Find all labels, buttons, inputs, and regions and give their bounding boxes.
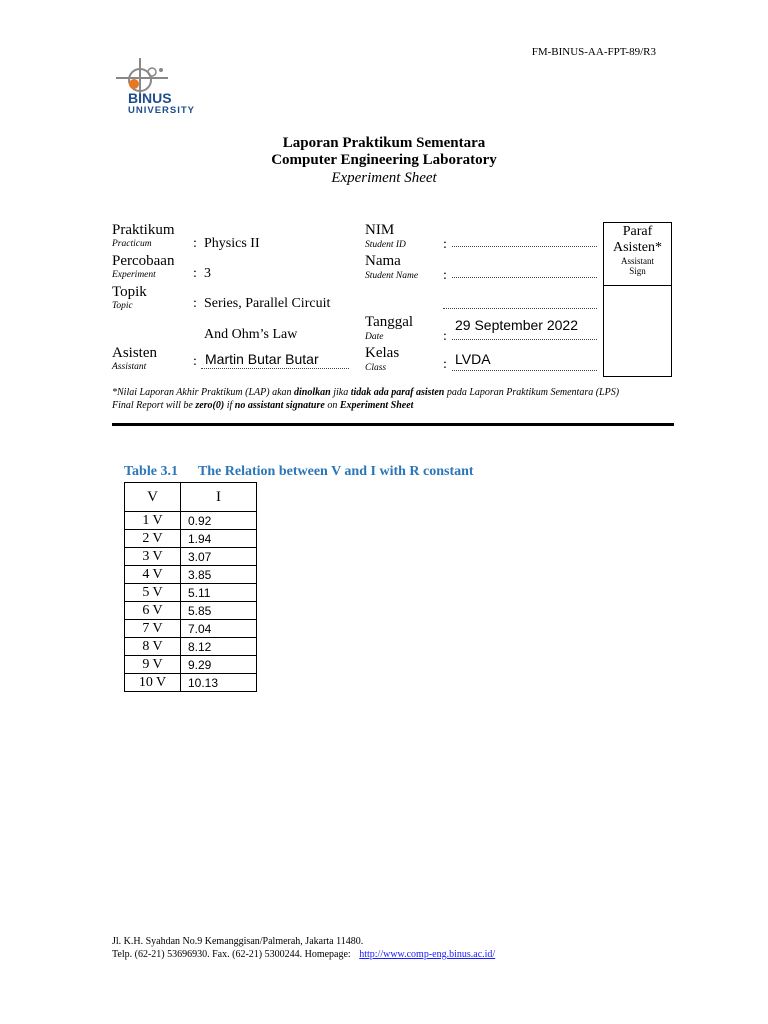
paraf-sub1: Assistant — [620, 256, 654, 266]
divider-rule — [112, 423, 674, 426]
paraf-sign-area[interactable] — [604, 286, 671, 376]
footer-contact-line — [112, 949, 495, 960]
cell-i: 5.85 — [181, 602, 257, 620]
paraf-box — [603, 222, 672, 377]
praktikum-colon: : — [193, 236, 197, 251]
paraf-sub2: Sign — [629, 266, 646, 276]
table-caption-number: Table 3.1 — [124, 464, 178, 479]
table-row — [125, 584, 257, 602]
form-code: FM-BINUS-AA-FPT-89/R3 — [531, 46, 656, 58]
paraf-header — [604, 223, 671, 286]
topik-colon: : — [193, 296, 197, 311]
kelas-value[interactable]: LVDA — [455, 351, 491, 367]
kelas-label: Kelas — [365, 345, 400, 361]
kelas-dotted-line — [452, 370, 597, 371]
table-row — [125, 674, 257, 692]
table-row — [125, 602, 257, 620]
paraf-title2: Asisten* — [613, 240, 662, 255]
note-l1-e: pada Laporan Praktikum Sementara (LPS) — [444, 387, 620, 398]
percobaan-colon: : — [193, 266, 197, 281]
nama-label: Nama — [365, 253, 401, 269]
report-title: Laporan Praktikum Sementara — [282, 135, 486, 151]
note-l2-c: if — [224, 400, 235, 411]
percobaan-sublabel: Experiment — [112, 270, 156, 280]
table-row — [125, 638, 257, 656]
praktikum-sublabel: Practicum — [112, 239, 152, 249]
table-row — [125, 656, 257, 674]
note-l2-d: no assistant signature — [234, 400, 325, 411]
nama-field[interactable] — [452, 277, 597, 278]
sheet-title: Experiment Sheet — [331, 170, 437, 186]
cell-i: 7.04 — [181, 620, 257, 638]
cell-i: 3.85 — [181, 566, 257, 584]
homepage-link[interactable]: http://www.comp-eng.binus.ac.id/ — [359, 949, 496, 960]
praktikum-value: Physics II — [204, 236, 260, 251]
cell-v: 4 V — [125, 566, 181, 584]
logo-subtext: UNIVERSITY — [128, 105, 196, 116]
cell-i: 0.92 — [181, 512, 257, 530]
cell-i: 8.12 — [181, 638, 257, 656]
topik-value-line1: Series, Parallel Circuit — [204, 296, 331, 311]
percobaan-value: 3 — [204, 266, 211, 281]
table-caption-text: The Relation between V and I with R constant — [197, 464, 474, 479]
topik-sublabel: Topic — [112, 301, 133, 311]
note-l1-b: dinolkan — [294, 387, 331, 398]
table-caption — [124, 464, 474, 480]
asisten-colon: : — [193, 354, 197, 369]
cell-v: 8 V — [125, 638, 181, 656]
cell-v: 7 V — [125, 620, 181, 638]
nama-sublabel: Student Name — [365, 271, 419, 281]
asisten-label: Asisten — [112, 345, 157, 361]
cell-i: 5.11 — [181, 584, 257, 602]
cell-i: 9.29 — [181, 656, 257, 674]
table-row — [125, 620, 257, 638]
cell-v: 9 V — [125, 656, 181, 674]
nim-field[interactable] — [452, 246, 597, 247]
cell-v: 1 V — [125, 512, 181, 530]
table-row — [125, 566, 257, 584]
tanggal-dotted-line — [452, 339, 597, 340]
tanggal-sublabel: Date — [365, 332, 384, 342]
note-l1-c: jika — [330, 387, 351, 398]
cell-v: 6 V — [125, 602, 181, 620]
nama-colon: : — [443, 268, 447, 283]
table-header-row — [125, 483, 257, 512]
binus-logo — [112, 58, 222, 120]
nim-label: NIM — [365, 222, 395, 238]
tanggal-colon: : — [443, 329, 447, 344]
note-l2-f: Experiment Sheet — [339, 400, 414, 411]
asisten-sublabel: Assistant — [112, 362, 147, 372]
cell-v: 5 V — [125, 584, 181, 602]
tanggal-label: Tanggal — [365, 314, 414, 330]
percobaan-label: Percobaan — [112, 253, 175, 269]
table-row — [125, 512, 257, 530]
asisten-dotted-line — [201, 368, 349, 369]
header-i: I — [181, 483, 257, 512]
cell-i: 1.94 — [181, 530, 257, 548]
paraf-title: Paraf — [622, 224, 653, 239]
table-row — [125, 530, 257, 548]
cell-i: 3.07 — [181, 548, 257, 566]
note-l2-b: zero(0) — [195, 400, 225, 411]
nim-colon: : — [443, 237, 447, 252]
note-l1-a: *Nilai Laporan Akhir Praktikum (LAP) akan — [112, 387, 295, 398]
topik-label: Topik — [112, 284, 147, 300]
tanggal-value[interactable]: 29 September 2022 — [455, 317, 578, 333]
nim-sublabel: Student ID — [365, 240, 406, 250]
note-l1-d: tidak ada paraf asisten — [350, 387, 445, 398]
note-l2-a: Final Report will be — [112, 400, 196, 411]
vi-table — [124, 482, 257, 692]
nama-field-line2[interactable] — [443, 308, 597, 309]
logo-text: BINUS — [128, 90, 172, 106]
note-line2 — [112, 400, 413, 411]
topik-value-line2: And Ohm’s Law — [204, 327, 298, 342]
cell-v: 10 V — [125, 674, 181, 692]
footer-address: Jl. K.H. Syahdan No.9 Kemanggisan/Palmerah, Jakarta 11480. — [112, 936, 364, 947]
asisten-value[interactable]: Martin Butar Butar — [205, 351, 319, 367]
praktikum-label: Praktikum — [112, 222, 175, 238]
note-l2-e: on — [324, 400, 340, 411]
cell-v: 3 V — [125, 548, 181, 566]
footer-contact: Telp. (62-21) 53696930. Fax. (62-21) 5300244. Homepage: — [112, 949, 351, 960]
note-line1 — [112, 387, 619, 398]
header-v: V — [125, 483, 181, 512]
kelas-sublabel: Class — [365, 363, 387, 373]
lab-title: Computer Engineering Laboratory — [271, 152, 497, 168]
table-row — [125, 548, 257, 566]
cell-i: 10.13 — [181, 674, 257, 692]
cell-v: 2 V — [125, 530, 181, 548]
kelas-colon: : — [443, 357, 447, 372]
